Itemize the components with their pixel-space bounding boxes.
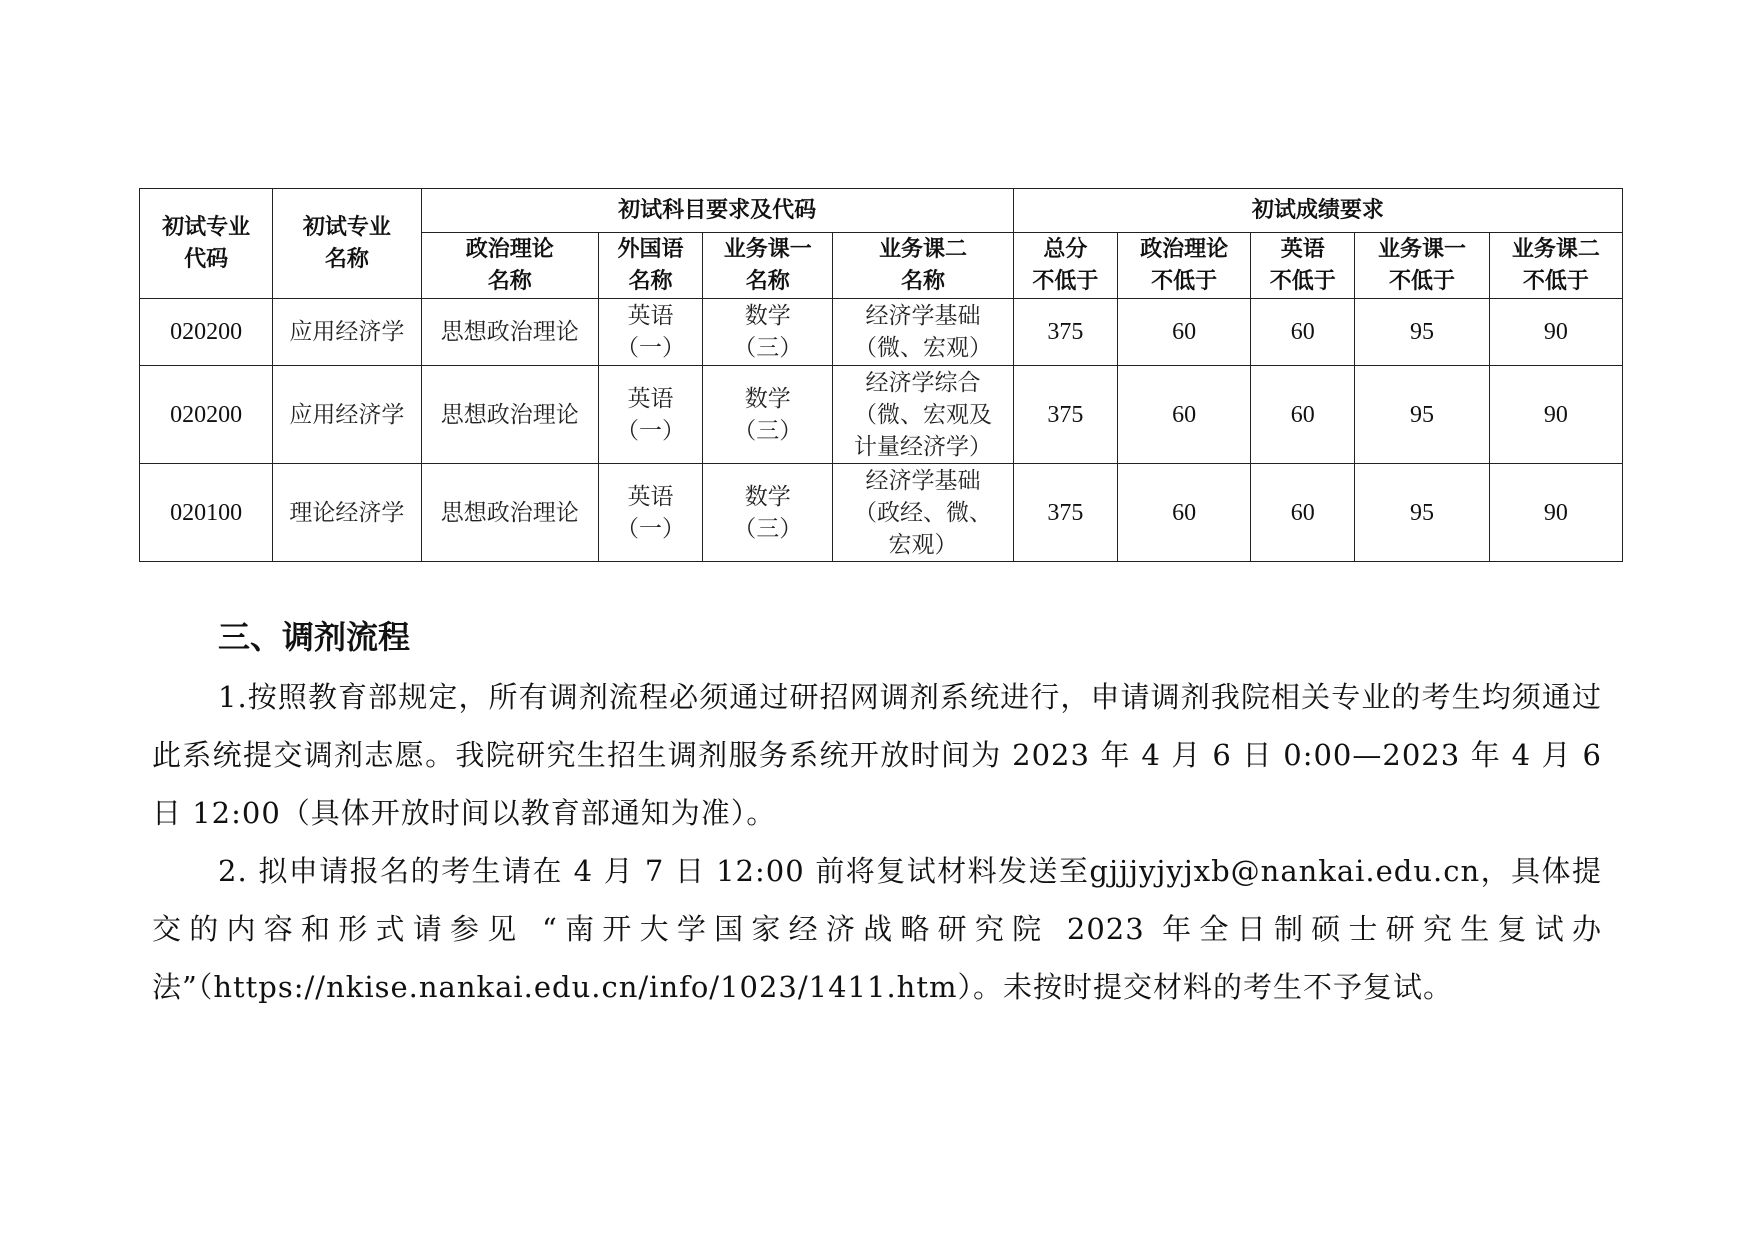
cell-total: 375: [1013, 366, 1117, 464]
cell-course2-min: 90: [1489, 366, 1622, 464]
cell-course1-min: 95: [1355, 464, 1489, 562]
admission-requirements-table: [139, 188, 1623, 562]
cell-total: 375: [1013, 299, 1117, 366]
cell-code: 020200: [140, 299, 273, 366]
cell-course1: 数学 （三）: [703, 299, 833, 366]
cell-politics: 思想政治理论: [421, 464, 598, 562]
cell-code: 020200: [140, 366, 273, 464]
cell-politics: 思想政治理论: [421, 299, 598, 366]
header-total-min: 总分 不低于: [1013, 233, 1117, 299]
paragraph-adjustment-system: 1.按照教育部规定，所有调剂流程必须通过研招网调剂系统进行，申请调剂我院相关专业的考生均须通过此系统提交调剂志愿。我院研究生招生调剂服务系统开放时间为 2023 年 4 月 6 日 0:00—2023 年 4 月 6 日 12:00（具体开放时间以教育部通知为准）。: [152, 680, 1602, 830]
header-course2-min: 业务课二 不低于: [1489, 233, 1622, 299]
cell-politics-min: 60: [1117, 464, 1250, 562]
header-politics-min: 政治理论 不低于: [1117, 233, 1250, 299]
paragraph-submission-materials: 2. 拟申请报名的考生请在 4 月 7 日 12:00 前将复试材料发送至gjjjyjyjxb@nankai.edu.cn，具体提交的内容和形式请参见 “南开大学国家经济战略研究院 2023 年全日制硕士研究生复试办法”（https://nkise.nankai.edu.cn/info/1023/1411.htm）。未按时提交材料的考生不予复试。: [152, 854, 1602, 1004]
header-course1-name: 业务课一 名称: [703, 233, 833, 299]
header-course1-min: 业务课一 不低于: [1355, 233, 1489, 299]
header-row-1: [140, 189, 1623, 233]
table-row: [140, 299, 1623, 366]
header-foreign-name: 外国语 名称: [598, 233, 702, 299]
cell-course2: 经济学综合 （微、宏观及 计量经济学）: [833, 366, 1013, 464]
cell-name: 应用经济学: [273, 366, 421, 464]
table-row: [140, 366, 1623, 464]
header-politics-name: 政治理论 名称: [421, 233, 598, 299]
cell-course1-min: 95: [1355, 366, 1489, 464]
cell-foreign: 英语 （一）: [598, 464, 702, 562]
header-subjects-group: 初试科目要求及代码: [421, 189, 1013, 233]
cell-name: 应用经济学: [273, 299, 421, 366]
cell-politics-min: 60: [1117, 366, 1250, 464]
cell-course2: 经济学基础 （政经、微、 宏观）: [833, 464, 1013, 562]
table-row: [140, 464, 1623, 562]
cell-code: 020100: [140, 464, 273, 562]
cell-foreign: 英语 （一）: [598, 299, 702, 366]
cell-foreign: 英语 （一）: [598, 366, 702, 464]
cell-course1-min: 95: [1355, 299, 1489, 366]
cell-total: 375: [1013, 464, 1117, 562]
header-major-name: 初试专业 名称: [273, 189, 421, 299]
cell-course1: 数学 （三）: [703, 366, 833, 464]
header-major-code: 初试专业 代码: [140, 189, 273, 299]
cell-course1: 数学 （三）: [703, 464, 833, 562]
header-course2-name: 业务课二 名称: [833, 233, 1013, 299]
cell-english-min: 60: [1251, 464, 1355, 562]
cell-course2: 经济学基础 （微、宏观）: [833, 299, 1013, 366]
header-english-min: 英语 不低于: [1251, 233, 1355, 299]
cell-course2-min: 90: [1489, 299, 1622, 366]
cell-name: 理论经济学: [273, 464, 421, 562]
header-scores-group: 初试成绩要求: [1013, 189, 1622, 233]
cell-politics: 思想政治理论: [421, 366, 598, 464]
cell-english-min: 60: [1251, 299, 1355, 366]
cell-english-min: 60: [1251, 366, 1355, 464]
cell-politics-min: 60: [1117, 299, 1250, 366]
section-heading: 三、调剂流程: [218, 618, 411, 656]
cell-course2-min: 90: [1489, 464, 1622, 562]
